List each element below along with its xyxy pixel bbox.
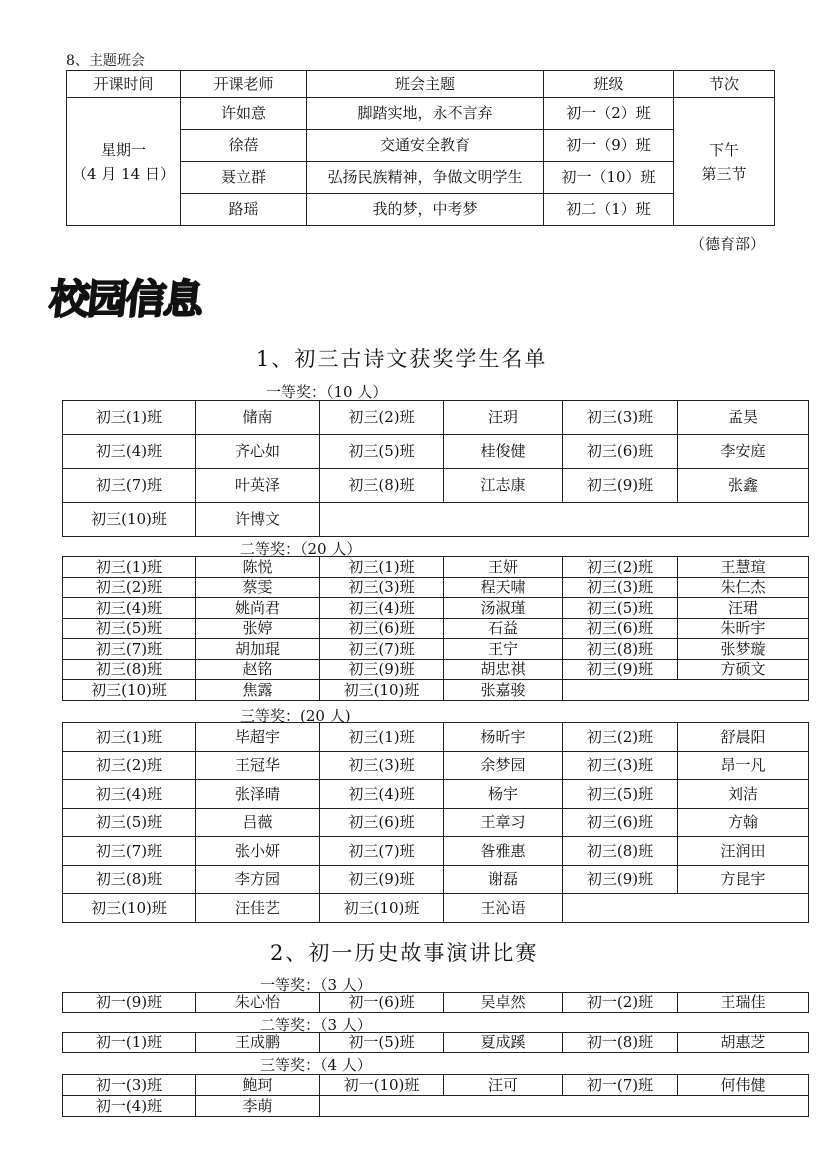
student-name-cell: 杨昕宇 xyxy=(444,723,563,752)
class-cell: 初三(10)班 xyxy=(320,894,444,923)
class-cell: 初三(10)班 xyxy=(320,680,444,701)
student-name-cell: 昂一凡 xyxy=(678,751,809,780)
student-name-cell: 王妍 xyxy=(444,557,563,578)
student-name-cell: 朱心怡 xyxy=(196,993,320,1013)
teacher-cell: 徐蓓 xyxy=(181,130,307,162)
student-name-cell: 何伟健 xyxy=(678,1075,809,1096)
class-cell: 初三(3)班 xyxy=(320,751,444,780)
student-name-cell: 王冠华 xyxy=(196,751,320,780)
student-name-cell: 汤淑瑾 xyxy=(444,598,563,619)
table-row xyxy=(63,659,809,680)
department-note: （德育部） xyxy=(690,235,766,253)
class-cell: 初三(5)班 xyxy=(320,435,444,469)
student-name-cell: 张婷 xyxy=(196,618,320,639)
class-cell: 初一（2）班 xyxy=(544,98,674,130)
student-name-cell: 余梦园 xyxy=(444,751,563,780)
class-cell: 初三(4)班 xyxy=(320,780,444,809)
student-name-cell: 舒晨阳 xyxy=(678,723,809,752)
class-cell: 初三(7)班 xyxy=(63,469,196,503)
student-name-cell: 程天啸 xyxy=(444,577,563,598)
class-cell: 初一（10）班 xyxy=(544,162,674,194)
campus-news-banner: 校园信息 xyxy=(47,277,205,323)
table-row xyxy=(63,557,809,578)
student-name-cell: 吕薇 xyxy=(196,808,320,837)
class-cell: 初三(1)班 xyxy=(320,723,444,752)
table-row xyxy=(63,435,809,469)
class-cell: 初三(10)班 xyxy=(63,503,196,537)
contest1-third-label: 三等奖：(20 人) xyxy=(240,707,351,725)
class-cell: 初一(9)班 xyxy=(63,993,196,1013)
teacher-cell: 许如意 xyxy=(181,98,307,130)
meeting-section-title: 8、主题班会 xyxy=(66,53,145,69)
topic-cell: 脚踏实地，永不言弃 xyxy=(307,98,544,130)
teacher-cell: 路瑶 xyxy=(181,194,307,226)
contest1-second-label: 二等奖：（20 人） xyxy=(240,540,362,558)
student-name-cell: 王沁语 xyxy=(444,894,563,923)
table-row xyxy=(63,618,809,639)
student-name-cell: 石益 xyxy=(444,618,563,639)
table-row xyxy=(63,894,809,923)
teacher-cell: 聂立群 xyxy=(181,162,307,194)
student-name-cell: 毕超宇 xyxy=(196,723,320,752)
class-cell: 初三(7)班 xyxy=(320,837,444,866)
class-cell: 初三(7)班 xyxy=(320,639,444,660)
class-cell: 初三(9)班 xyxy=(563,659,678,680)
class-cell: 初三(5)班 xyxy=(563,598,678,619)
class-cell: 初三(8)班 xyxy=(63,659,196,680)
table-row xyxy=(63,1033,809,1053)
contest2-title: 2、初一历史故事演讲比赛 xyxy=(270,941,539,965)
header-class: 班级 xyxy=(544,71,674,98)
student-name-cell: 汪润田 xyxy=(678,837,809,866)
table-row xyxy=(63,577,809,598)
topic-cell: 我的梦，中考梦 xyxy=(307,194,544,226)
class-cell: 初三(2)班 xyxy=(563,723,678,752)
class-cell: 初一（9）班 xyxy=(544,130,674,162)
class-cell: 初三(5)班 xyxy=(63,618,196,639)
meeting-table xyxy=(66,70,775,226)
empty-cell xyxy=(320,1096,809,1117)
contest1-title: 1、初三古诗文获奖学生名单 xyxy=(256,347,548,371)
student-name-cell: 朱昕宇 xyxy=(678,618,809,639)
class-cell: 初一(10)班 xyxy=(320,1075,444,1096)
contest2-third-label: 三等奖：（4 人） xyxy=(260,1056,372,1074)
class-cell: 初三(8)班 xyxy=(563,837,678,866)
class-cell: 初三(8)班 xyxy=(63,865,196,894)
class-cell: 初三(9)班 xyxy=(563,469,678,503)
table-row xyxy=(63,751,809,780)
table-row xyxy=(63,1096,809,1117)
class-cell: 初三(1)班 xyxy=(320,557,444,578)
student-name-cell: 夏成蹊 xyxy=(444,1033,563,1053)
contest2-first-label: 一等奖：（3 人） xyxy=(260,976,372,994)
student-name-cell: 李安庭 xyxy=(678,435,809,469)
table-row xyxy=(63,503,809,537)
meeting-time-cell xyxy=(67,98,181,226)
student-name-cell: 王宁 xyxy=(444,639,563,660)
meeting-header-row xyxy=(67,71,775,98)
topic-cell: 交通安全教育 xyxy=(307,130,544,162)
student-name-cell: 朱仁杰 xyxy=(678,577,809,598)
table-row xyxy=(63,780,809,809)
student-name-cell: 方硕文 xyxy=(678,659,809,680)
class-cell: 初三(7)班 xyxy=(63,639,196,660)
class-cell: 初一(3)班 xyxy=(63,1075,196,1096)
student-name-cell: 张梦璇 xyxy=(678,639,809,660)
student-name-cell: 焦露 xyxy=(196,680,320,701)
student-name-cell: 孟昊 xyxy=(678,401,809,435)
meeting-day: 星期一 xyxy=(100,140,146,159)
class-cell: 初三(6)班 xyxy=(320,808,444,837)
student-name-cell: 汪可 xyxy=(444,1075,563,1096)
table-row xyxy=(63,598,809,619)
class-cell: 初一(4)班 xyxy=(63,1096,196,1117)
student-name-cell: 刘洁 xyxy=(678,780,809,809)
table-row xyxy=(63,401,809,435)
table-row xyxy=(63,723,809,752)
class-cell: 初一(8)班 xyxy=(563,1033,678,1053)
student-name-cell: 李萌 xyxy=(196,1096,320,1117)
topic-cell: 弘扬民族精神，争做文明学生 xyxy=(307,162,544,194)
class-cell: 初三(9)班 xyxy=(320,865,444,894)
student-name-cell: 胡加琨 xyxy=(196,639,320,660)
header-time: 开课时间 xyxy=(67,71,181,98)
student-name-cell: 汪佳艺 xyxy=(196,894,320,923)
class-cell: 初二（1）班 xyxy=(544,194,674,226)
class-cell: 初三(2)班 xyxy=(320,401,444,435)
class-cell: 初三(3)班 xyxy=(563,751,678,780)
table-row xyxy=(63,865,809,894)
meeting-date: （4 月 14 日） xyxy=(72,164,175,183)
class-cell: 初三(1)班 xyxy=(63,723,196,752)
student-name-cell: 王成鹏 xyxy=(196,1033,320,1053)
student-name-cell: 蔡雯 xyxy=(196,577,320,598)
table-row xyxy=(63,469,809,503)
class-cell: 初三(7)班 xyxy=(63,837,196,866)
student-name-cell: 张小妍 xyxy=(196,837,320,866)
meeting-period-third: 第三节 xyxy=(701,164,747,183)
student-name-cell: 李方园 xyxy=(196,865,320,894)
table-row xyxy=(63,639,809,660)
contest1-first-table xyxy=(62,400,809,537)
header-period: 节次 xyxy=(674,71,775,98)
student-name-cell: 张泽晴 xyxy=(196,780,320,809)
class-cell: 初三(4)班 xyxy=(63,435,196,469)
student-name-cell: 王章习 xyxy=(444,808,563,837)
table-row xyxy=(63,808,809,837)
table-row xyxy=(63,837,809,866)
contest1-second-table xyxy=(62,556,809,701)
student-name-cell: 胡惠芝 xyxy=(678,1033,809,1053)
class-cell: 初一(7)班 xyxy=(563,1075,678,1096)
student-name-cell: 齐心如 xyxy=(196,435,320,469)
empty-cell xyxy=(563,894,809,923)
contest2-third-table xyxy=(62,1074,809,1117)
class-cell: 初三(2)班 xyxy=(63,577,196,598)
student-name-cell: 谢磊 xyxy=(444,865,563,894)
class-cell: 初一(1)班 xyxy=(63,1033,196,1053)
class-cell: 初三(6)班 xyxy=(563,618,678,639)
empty-cell xyxy=(563,680,809,701)
class-cell: 初三(3)班 xyxy=(563,401,678,435)
contest2-second-label: 二等奖：（3 人） xyxy=(260,1016,372,1034)
contest1-third-table xyxy=(62,722,809,923)
class-cell: 初三(3)班 xyxy=(320,577,444,598)
class-cell: 初三(1)班 xyxy=(63,401,196,435)
student-name-cell: 张鑫 xyxy=(678,469,809,503)
student-name-cell: 江志康 xyxy=(444,469,563,503)
student-name-cell: 方昆宇 xyxy=(678,865,809,894)
student-name-cell: 吴卓然 xyxy=(444,993,563,1013)
student-name-cell: 汪玥 xyxy=(444,401,563,435)
student-name-cell: 许博文 xyxy=(196,503,320,537)
class-cell: 初三(1)班 xyxy=(63,557,196,578)
class-cell: 初三(2)班 xyxy=(563,557,678,578)
class-cell: 初三(3)班 xyxy=(563,577,678,598)
table-row xyxy=(67,98,775,130)
student-name-cell: 汪珺 xyxy=(678,598,809,619)
contest2-first-table xyxy=(62,992,809,1013)
contest1-first-label: 一等奖：（10 人） xyxy=(266,383,388,401)
class-cell: 初一(2)班 xyxy=(563,993,678,1013)
student-name-cell: 胡忠祺 xyxy=(444,659,563,680)
student-name-cell: 方翰 xyxy=(678,808,809,837)
contest2-second-table xyxy=(62,1032,809,1053)
class-cell: 初三(4)班 xyxy=(63,598,196,619)
student-name-cell: 储南 xyxy=(196,401,320,435)
class-cell: 初三(6)班 xyxy=(320,618,444,639)
class-cell: 初三(5)班 xyxy=(563,780,678,809)
student-name-cell: 陈悦 xyxy=(196,557,320,578)
class-cell: 初三(6)班 xyxy=(563,435,678,469)
class-cell: 初三(9)班 xyxy=(563,865,678,894)
table-row xyxy=(63,1075,809,1096)
header-topic: 班会主题 xyxy=(307,71,544,98)
class-cell: 初三(10)班 xyxy=(63,680,196,701)
student-name-cell: 赵铭 xyxy=(196,659,320,680)
table-row xyxy=(63,680,809,701)
class-cell: 初三(6)班 xyxy=(563,808,678,837)
class-cell: 初三(2)班 xyxy=(63,751,196,780)
class-cell: 初三(9)班 xyxy=(320,659,444,680)
class-cell: 初一(6)班 xyxy=(320,993,444,1013)
student-name-cell: 杨宇 xyxy=(444,780,563,809)
class-cell: 初三(5)班 xyxy=(63,808,196,837)
class-cell: 初三(8)班 xyxy=(320,469,444,503)
student-name-cell: 桂俊健 xyxy=(444,435,563,469)
student-name-cell: 张嘉骏 xyxy=(444,680,563,701)
student-name-cell: 王瑞佳 xyxy=(678,993,809,1013)
empty-cell xyxy=(320,503,809,537)
student-name-cell: 王慧瑄 xyxy=(678,557,809,578)
meeting-period-cell xyxy=(674,98,775,226)
class-cell: 初一(5)班 xyxy=(320,1033,444,1053)
class-cell: 初三(10)班 xyxy=(63,894,196,923)
table-row xyxy=(63,993,809,1013)
meeting-period-afternoon: 下午 xyxy=(708,140,739,159)
header-teacher: 开课老师 xyxy=(181,71,307,98)
class-cell: 初三(4)班 xyxy=(63,780,196,809)
student-name-cell: 叶英泽 xyxy=(196,469,320,503)
student-name-cell: 昝雅惠 xyxy=(444,837,563,866)
class-cell: 初三(4)班 xyxy=(320,598,444,619)
student-name-cell: 鲍珂 xyxy=(196,1075,320,1096)
student-name-cell: 姚尚君 xyxy=(196,598,320,619)
class-cell: 初三(8)班 xyxy=(563,639,678,660)
